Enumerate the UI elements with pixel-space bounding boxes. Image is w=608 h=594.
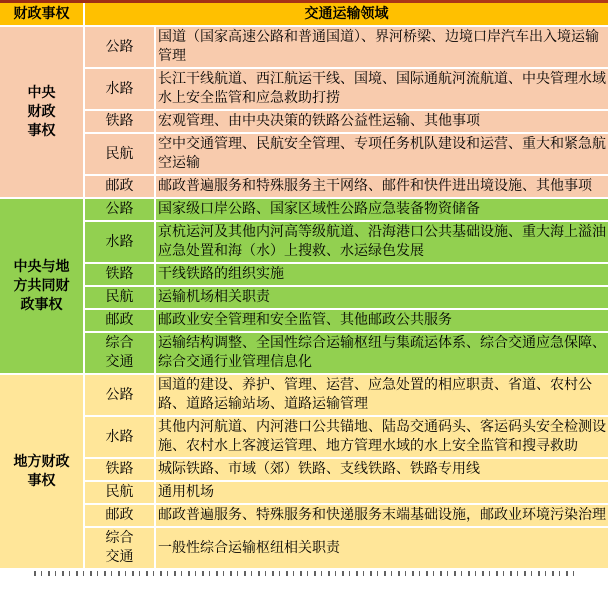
mode-label-line: 综合 bbox=[105, 335, 134, 351]
section-label-line: 事权 bbox=[27, 122, 56, 139]
mode-cell-highway: 公路 bbox=[84, 26, 155, 68]
mode-cell-postal: 邮政 bbox=[84, 504, 155, 527]
mode-cell-highway: 公路 bbox=[84, 198, 155, 221]
table-row bbox=[0, 286, 608, 309]
table-row bbox=[0, 374, 608, 416]
table-row bbox=[0, 26, 608, 68]
mode-cell-highway: 公路 bbox=[84, 374, 155, 416]
mode-cell-railway: 铁路 bbox=[84, 263, 155, 286]
section-label-central bbox=[0, 26, 84, 198]
table-row bbox=[0, 68, 608, 110]
table-row bbox=[0, 527, 608, 568]
mode-cell-railway: 铁路 bbox=[84, 110, 155, 133]
content-cell: 邮政业安全管理和安全监管、其他邮政公共服务 bbox=[155, 309, 608, 332]
mode-cell-railway: 铁路 bbox=[84, 458, 155, 481]
table-row bbox=[0, 481, 608, 504]
mode-cell-civil-aviation: 民航 bbox=[84, 133, 155, 175]
table-row bbox=[0, 198, 608, 221]
content-cell: 空中交通管理、民航安全管理、专项任务机队建设和运营、重大和紧急航空运输 bbox=[155, 133, 608, 175]
header-transport-field: 交通运输领域 bbox=[84, 3, 608, 26]
section-label-line: 财政 bbox=[27, 103, 56, 120]
fiscal-authority-table bbox=[0, 3, 608, 568]
section-label-line: 中央 bbox=[27, 84, 56, 101]
mode-cell-comprehensive-transport bbox=[84, 527, 155, 568]
mode-cell-comprehensive-transport bbox=[84, 332, 155, 374]
section-label-local bbox=[0, 374, 84, 568]
section-label-line: 地方财政 bbox=[13, 453, 70, 470]
table-row bbox=[0, 263, 608, 286]
mode-cell-civil-aviation: 民航 bbox=[84, 481, 155, 504]
section-label-line: 政事权 bbox=[20, 296, 63, 313]
table-row bbox=[0, 110, 608, 133]
content-cell: 干线铁路的组织实施 bbox=[155, 263, 608, 286]
header-fiscal-authority: 财政事权 bbox=[0, 3, 84, 26]
section-label-shared bbox=[0, 198, 84, 374]
mode-label-line: 交通 bbox=[105, 354, 134, 370]
mode-label-line: 交通 bbox=[105, 549, 134, 565]
content-cell: 运输机场相关职责 bbox=[155, 286, 608, 309]
table-row bbox=[0, 221, 608, 263]
mode-cell-waterway: 水路 bbox=[84, 416, 155, 458]
section-label-line: 方共同财 bbox=[13, 277, 70, 294]
content-cell: 其他内河航道、内河港口公共锚地、陆岛交通码头、客运码头安全检测设施、农村水上客渡运管理、地方管理水域的水上安全监管和搜寻救助 bbox=[155, 416, 608, 458]
table-row bbox=[0, 309, 608, 332]
mode-cell-civil-aviation: 民航 bbox=[84, 286, 155, 309]
content-cell: 邮政普遍服务和特殊服务主干网络、邮件和快件进出境设施、其他事项 bbox=[155, 175, 608, 198]
mode-cell-waterway: 水路 bbox=[84, 68, 155, 110]
content-cell: 长江干线航道、西江航运干线、国境、国际通航河流航道、中央管理水域水上安全监管和应急救助打捞 bbox=[155, 68, 608, 110]
content-cell: 国道（国家高速公路和普通国道）、界河桥梁、边境口岸汽车出入境运输管理 bbox=[155, 26, 608, 68]
content-cell: 城际铁路、市域（郊）铁路、支线铁路、铁路专用线 bbox=[155, 458, 608, 481]
mode-cell-postal: 邮政 bbox=[84, 175, 155, 198]
section-label-line: 事权 bbox=[27, 472, 56, 489]
table-row bbox=[0, 458, 608, 481]
content-cell: 宏观管理、由中央决策的铁路公益性运输、其他事项 bbox=[155, 110, 608, 133]
content-cell: 运输结构调整、全国性综合运输枢纽与集疏运体系、综合交通应急保障、综合交通行业管理信息化 bbox=[155, 332, 608, 374]
content-cell: 邮政普遍服务、特殊服务和快递服务末端基础设施，邮政业环境污染治理 bbox=[155, 504, 608, 527]
mode-cell-waterway: 水路 bbox=[84, 221, 155, 263]
table-row bbox=[0, 504, 608, 527]
table-header-row bbox=[0, 3, 608, 26]
table-row bbox=[0, 332, 608, 374]
section-label-line: 中央与地 bbox=[13, 258, 70, 275]
table-row bbox=[0, 133, 608, 175]
content-cell: 一般性综合运输枢纽相关职责 bbox=[155, 527, 608, 568]
table-row bbox=[0, 416, 608, 458]
content-cell: 京杭运河及其他内河高等级航道、沿海港口公共基础设施、重大海上溢油应急处置和海（水）上搜救、水运绿色发展 bbox=[155, 221, 608, 263]
mode-cell-postal: 邮政 bbox=[84, 309, 155, 332]
table-row bbox=[0, 175, 608, 198]
cropped-caption-remnant bbox=[34, 571, 574, 576]
content-cell: 通用机场 bbox=[155, 481, 608, 504]
mode-label-line: 综合 bbox=[105, 530, 134, 546]
content-cell: 国道的建设、养护、管理、运营、应急处置的相应职责、省道、农村公路、道路运输站场、道路运输管理 bbox=[155, 374, 608, 416]
content-cell: 国家级口岸公路、国家区域性公路应急装备物资储备 bbox=[155, 198, 608, 221]
